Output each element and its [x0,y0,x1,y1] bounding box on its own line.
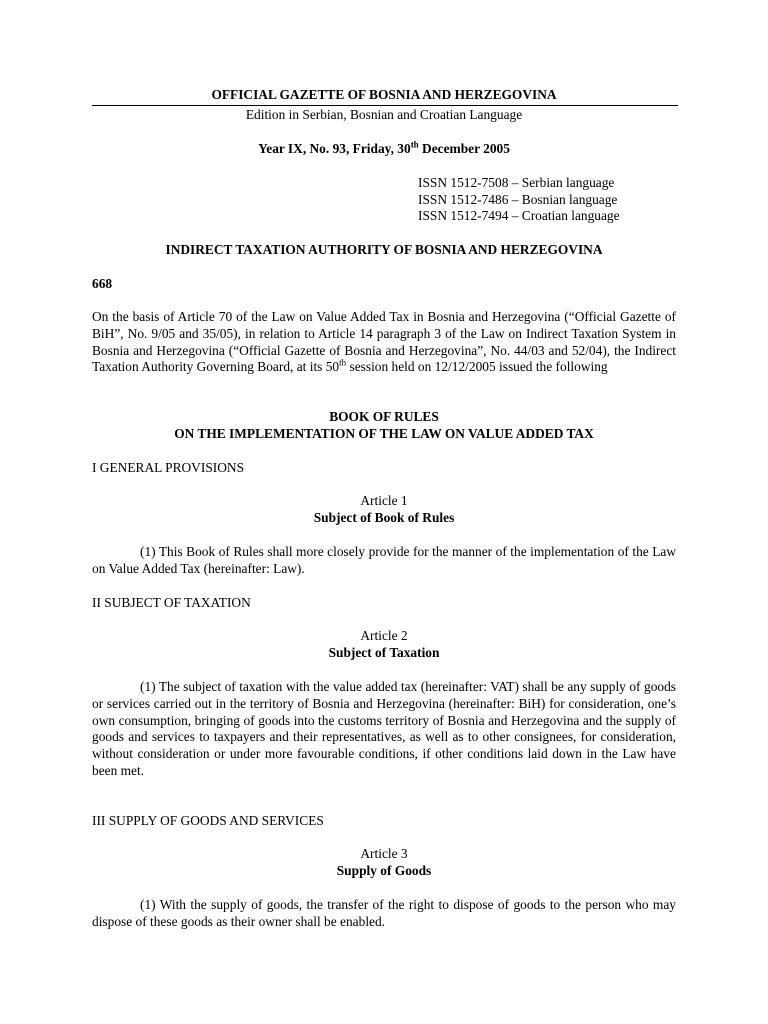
section-heading-supply: III SUPPLY OF GOODS AND SERVICES [92,813,324,828]
article-1-title: Subject of Book of Rules [313,510,455,525]
section-heading-general: I GENERAL PROVISIONS [92,460,245,475]
article-1-label: Article 1 [360,493,408,508]
act-number: 668 [92,276,113,291]
section-heading-subject: II SUBJECT OF TAXATION [92,595,251,610]
article-2-title: Subject of Taxation [328,645,440,660]
issn-serbian: ISSN 1512-7508 – Serbian language [418,175,615,190]
issue-prefix: Year IX, No. 93, Friday, 30 [258,141,411,156]
header-rule [92,105,678,106]
preamble-text: On the basis of Article 70 of the Law on Value Added Tax in Bosnia and Herzegovina (“Official Gazette of BiH”, No. 9/05 and 35/05), in relation to Article 14 paragraph 3 of the Law on Indirect Taxation System in Bosnia and Herzegovina (“Official Gazette of Bosnia and Herzegovina”, No. 44/03 and 52/04), the Indirect Taxation Authority Governing Board, at its 50 [92,309,676,375]
issn-croatian: ISSN 1512-7494 – Croatian language [418,208,620,223]
article-2-paragraph: (1) The subject of taxation with the value added tax (hereinafter: VAT) shall be any supply of goods or services carried out in the territory of Bosnia and Herzegovina (hereinafter: BiH) for consideration, one’s own consumption, bringing of goods into the customs territory of Bosnia and Herzegovina and the supply of goods and services to taxpayers and their representatives, as well as to other consignees, for consideration, without consideration or under more favourable conditions, if other conditions laid down in the Law have been met. [92,679,676,778]
issue-sup: th [410,139,419,150]
book-title-line2: ON THE IMPLEMENTATION OF THE LAW ON VALUE ADDED TAX [174,426,594,441]
preamble-paragraph [92,309,676,376]
issue-suffix: December 2005 [418,141,510,156]
preamble-sup: th [339,357,347,368]
preamble-text-end: session held on 12/12/2005 issued the following [346,359,608,375]
article-2-label: Article 2 [360,628,408,643]
edition-line: Edition in Serbian, Bosnian and Croatian Language [245,107,523,122]
article-3-paragraph: (1) With the supply of goods, the transfer of the right to dispose of goods to the person who may dispose of these goods as their owner shall be enabled. [92,897,676,929]
authority-heading: INDIRECT TAXATION AUTHORITY OF BOSNIA AND HERZEGOVINA [165,242,603,257]
issue-line [92,141,676,158]
issn-bosnian: ISSN 1512-7486 – Bosnian language [418,191,618,207]
book-title-line1: BOOK OF RULES [329,409,439,424]
gazette-title: OFFICIAL GAZETTE OF BOSNIA AND HERZEGOVINA [211,87,557,102]
article-1-paragraph: (1) This Book of Rules shall more closely provide for the manner of the implementation of the Law on Value Added Tax (hereinafter: Law). [92,544,676,576]
article-3-label: Article 3 [360,846,408,861]
article-3-title: Supply of Goods [336,863,432,878]
